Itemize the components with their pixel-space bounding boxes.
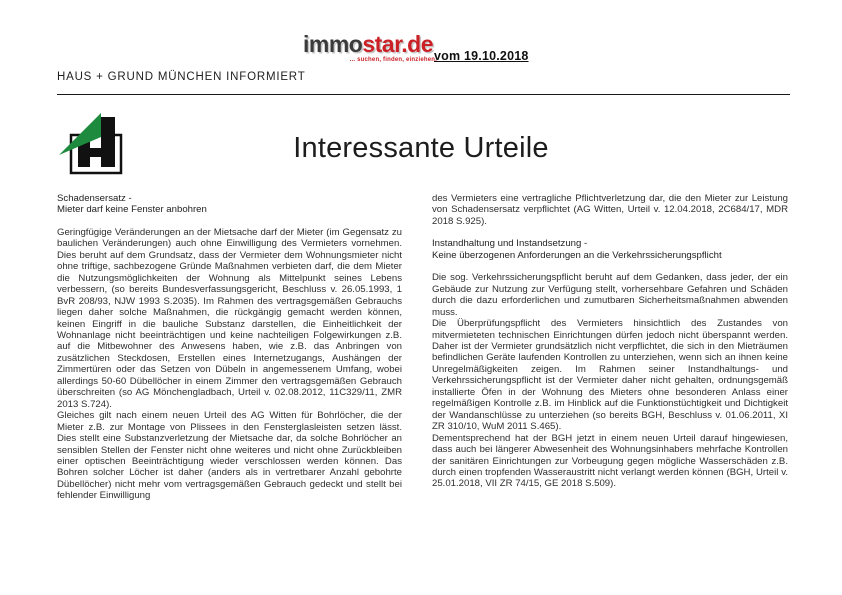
logo-immo-part: immo: [303, 31, 363, 57]
article-heading-instandhaltung: [432, 238, 788, 261]
article-columns: [57, 193, 788, 577]
heading-line: Instandhaltung und Instandsetzung -: [432, 238, 588, 250]
header-rule: [57, 94, 790, 95]
body-paragraph: Dementsprechend hat der BGH jetzt in einem neuen Urteil darauf hingewiesen, dass auch bei längerer Abwesenheit des Wohnungsinhabers mehrfache Kontrollen der sanitären Einrichtungen zur Vorbeugung gegen mögliche Wasserschäden z.B. durch einen tropfenden Wasseraustritt nicht verlangt werden können (BGH, Urteil v. 25.01.2018, VII ZR 74/15, GE 2018 S.509).: [432, 432, 788, 490]
immostar-logo-text: [299, 33, 437, 56]
body-paragraph: Geringfügige Veränderungen an der Mietsache darf der Mieter (im Gegensatz zu baulichen Veränderungen) auch ohne Einwilligung des Vermieters vornehmen. Dies beruht auf dem Grundsatz, dass der Vermieter dem Wohnungsmieter nicht ohne triftige, sachbezogene Gründe Maßnahmen verbieten darf, die dem Mieter die Nutzungsmöglichkeiten der Wohnung als Mittelpunkt seines Lebens verbessern, (so bereits Bundesverfassungsgericht, Beschluss v. 26.05.1993, 1 BvR 208/93, NJW 1993 S.2035). Im Rahmen des vertragsgemäßen Gebrauchs liegen daher solche Maßnahmen, die rückgängig gemacht werden können, keinen Eingriff in die bauliche Substanz darstellen, die Einheitlichkeit der Wohnanlage nicht beeinträchtigen und keine nachteiligen Folgewirkungen z.B. auf die Mitbewohner des Anwesens haben, wie z.B. das Anbringen von zusätzlichen Steckdosen, Erstellen eines Internetzugangs, Aushängen der Zimmertüren oder das Setzen von Dübeln in angemessenem Umfang, wobei allerdings 50-60 Dübellöcher in einem Zimmer den vertragsgemäßen Gebrauch überschreiten (so AG Mönchengladbach, Urteil v. 02.08.2012, 11C329/11, ZMR 2013 S.724).: [57, 226, 402, 410]
article-right-column: [432, 193, 788, 577]
immostar-logo: [299, 33, 437, 63]
logo-star-part: star.de: [362, 31, 433, 57]
issue-date: vom 19.10.2018: [434, 49, 529, 63]
page-title: Interessante Urteile: [293, 132, 549, 164]
article-left-column: [57, 193, 402, 577]
kicker: HAUS + GRUND MÜNCHEN INFORMIERT: [57, 71, 306, 83]
heading-line: Mieter darf keine Fenster anbohren: [57, 204, 207, 216]
body-paragraph-continuation: des Vermieters eine vertragliche Pflichtverletzung dar, die den Mieter zur Leistung von Schadensersatz verpflichtet (AG Witten, Urteil v. 12.04.2018, 2C684/17, MDR 2018 S.925).: [432, 193, 788, 227]
heading-line: Schadensersatz -: [57, 193, 132, 204]
article-heading-schadensersatz: [57, 193, 402, 216]
body-paragraph: Die Überprüfungspflicht des Vermieters hinsichtlich des Zustandes von mitvermieteten technischen Einrichtungen dürfen jedoch nicht überspannt werden. Daher ist der Vermieter grundsätzlich nicht verpflichtet, die sich in den Mieträumen befindlichen Geräte laufenden Kontrollen zu unterziehen, wenn sich an ihnen keine Unregelmäßigkeiten zeigen. Im Rahmen seiner Instandhaltungs- und Verkehrssicherungspflicht ist der Vermieter daher nicht gehalten, ordnungsgemäß installierte Öfen in der Wohnung des Mieters ohne besonderen Anlass einer regelmäßigen Kontrolle z.B. im Hinblick auf die Funktionstüchtigkeit und Dichtigkeit der Wandanschlüsse zu unterziehen (so bereits BGH, Beschluss v. 01.06.2011, XI ZR 310/10, WuM 2011 S.465).: [432, 318, 788, 433]
body-paragraph: Die sog. Verkehrssicherungspflicht beruht auf dem Gedanken, dass jeder, der ein Gebäude zur Nutzung zur Verfügung stellt, vorhersehbare Gefahren und Schäden durch die dazu erforderlichen und zumutbaren Sicherheitsmaßnahmen abwenden muss.: [432, 272, 788, 318]
body-paragraph: Gleiches gilt nach einem neuen Urteil des AG Witten für Bohrlöcher, die der Mieter z.B. zur Montage von Plissees in den Fensterglasleisten setzen lässt. Dies stellt eine Substanzverletzung der Mietsache dar, da solche Bohrlöcher an sensiblen Stellen der Fenster nicht ohne weiteres und nicht ohne Zurückbleiben einer optischen Beeinträchtigung wieder verschlossen werden können. Das Bohren solcher Löcher ist daher (anders als in vertretbarer Anzahl gebohrte Dübellöcher) nicht mehr vom vertragsgemäßen Gebrauch gedeckt und stellt bei fehlender Einwilligung: [57, 410, 402, 502]
heading-line: Keine überzogenen Anforderungen an die Verkehrssicherungspflicht: [432, 249, 722, 261]
logo-tagline: ... suchen, finden, einziehen.: [349, 57, 437, 63]
